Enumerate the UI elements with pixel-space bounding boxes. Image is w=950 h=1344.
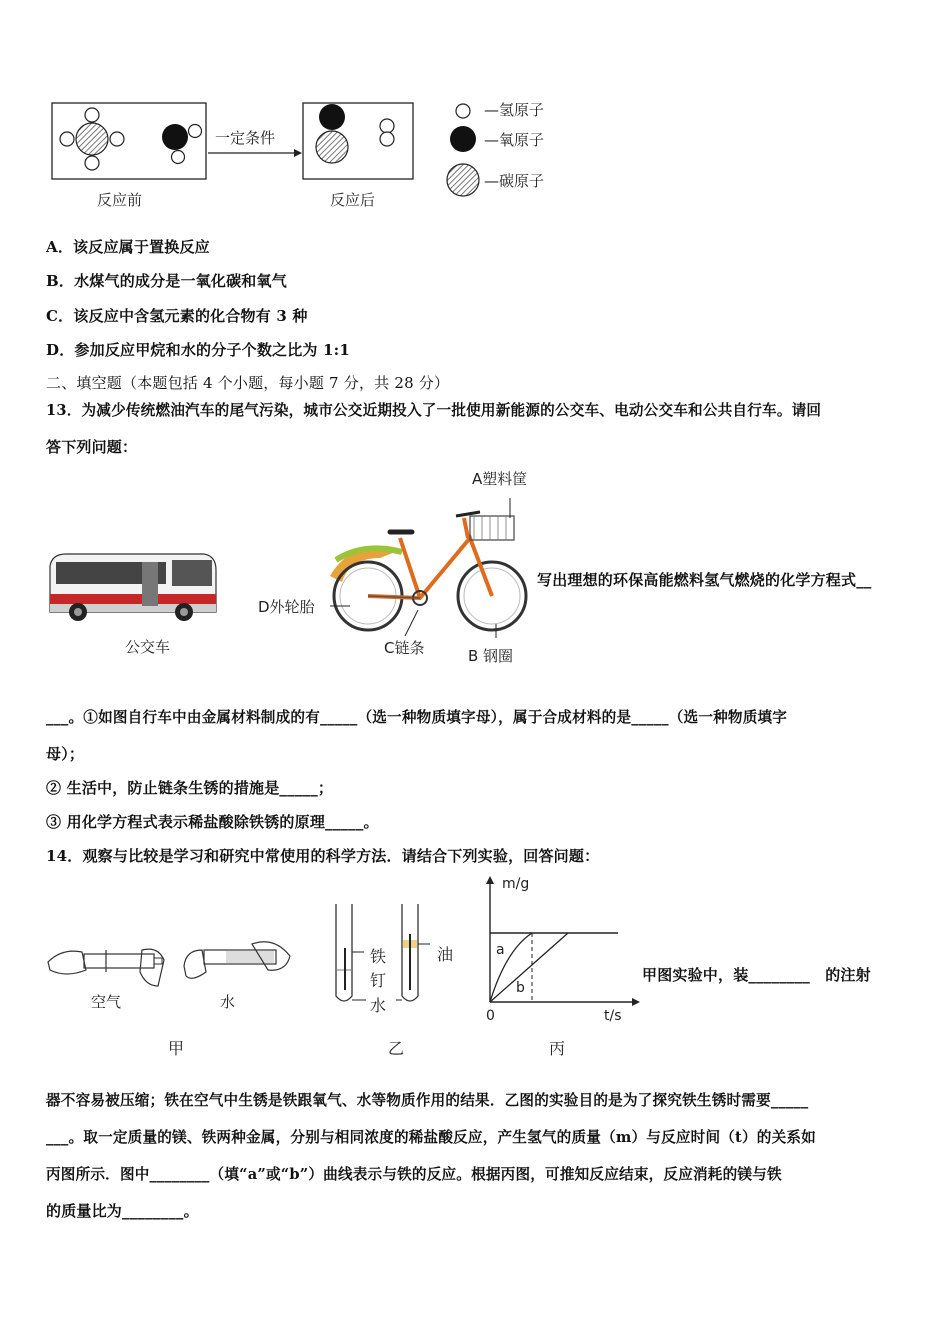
option-c — [46, 305, 308, 326]
yi-label: 乙 — [388, 1039, 405, 1058]
iron-label: 铁 — [370, 947, 387, 966]
chain-label: C链条 — [384, 639, 425, 657]
bus-illustration — [44, 548, 220, 628]
option-letter: D． — [46, 341, 75, 359]
leader-lines-graphic — [320, 498, 534, 638]
section-heading: 二、填空题（本题包括 4 个小题，每小题 7 分，共 28 分） — [46, 374, 450, 392]
before-label: 反应前 — [97, 191, 143, 209]
tire-label: D外轮胎 — [258, 598, 315, 616]
jia-label: 甲 — [168, 1039, 185, 1058]
bus-graphic — [44, 548, 220, 628]
air-label: 空气 — [91, 993, 122, 1011]
basket-label: A塑料筐 — [472, 470, 528, 488]
oil-label: 油 — [437, 945, 454, 964]
option-letter: A． — [46, 238, 74, 256]
graph-y-axis-label: m/g — [502, 876, 530, 892]
option-letter: C． — [46, 307, 74, 325]
q13-line1: 13．为减少传统燃油汽车的尾气污染，城市公交近期投入了一批使用新能源的公交车、电动公交车和公共自行车。请回 — [46, 402, 822, 419]
q13-line3: ___。①如图自行车中由金属材料制成的有_____（选一种物质填字母），属于合成材料的是_____（选一种物质填字 — [46, 709, 788, 726]
q14-line3: ___。取一定质量的镁、铁两种金属，分别与相同浓度的稀盐酸反应，产生氢气的质量（m）与反应时间（t）的关系如 — [46, 1129, 816, 1146]
q13-side-text: 写出理想的环保高能燃料氢气燃烧的化学方程式__ — [537, 571, 872, 589]
q14-side-text: 甲图实验中，装________ 的注射 — [642, 966, 871, 984]
water-tube-label: 水 — [370, 996, 387, 1015]
option-text: 该反应中含氢元素的化合物有 3 种 — [73, 307, 308, 325]
q13-line5: ② 生活中，防止链条生锈的措施是_____； — [46, 779, 334, 797]
option-a — [46, 236, 210, 257]
bing-label: 丙 — [549, 1039, 566, 1058]
syringe-graphic — [46, 926, 306, 1006]
rim-label: B 钢圈 — [468, 647, 514, 665]
option-b — [46, 270, 287, 291]
q14-line4: 丙图所示．图中________（填“a”或“b”）曲线表示与铁的反应。根据丙图，可推知反应结束，反应消耗的镁与铁 — [46, 1166, 782, 1183]
q13-line2: 答下列问题： — [46, 438, 138, 456]
reaction-diagram — [40, 95, 600, 215]
legend-hydrogen: —氢原子 — [484, 101, 545, 119]
option-d — [46, 339, 350, 360]
option-text: 该反应属于置换反应 — [73, 238, 210, 256]
q14-line2: 器不容易被压缩；铁在空气中生锈是铁跟氧气、水等物质作用的结果．乙图的实验目的是为了探究铁生锈时需要_____ — [46, 1092, 809, 1109]
after-label: 反应后 — [330, 191, 376, 209]
q13-line4: 母）； — [46, 745, 85, 763]
option-text: 水煤气的成分是一氧化碳和氧气 — [74, 272, 287, 290]
bus-label: 公交车 — [125, 638, 171, 656]
graph-origin-label: 0 — [486, 1008, 495, 1024]
q13-line6: ③ 用化学方程式表示稀盐酸除铁锈的原理_____。 — [46, 813, 379, 831]
legend-oxygen: —氧原子 — [484, 131, 545, 149]
q14-line5: 的质量比为________。 — [46, 1202, 199, 1220]
reaction-condition: 一定条件 — [215, 129, 276, 147]
curve-b-label: b — [516, 980, 525, 996]
legend-carbon: —碳原子 — [484, 172, 545, 190]
option-letter: B． — [46, 272, 75, 290]
graph-x-axis-label: t/s — [604, 1008, 622, 1024]
syringe-experiment — [46, 926, 306, 1006]
bicycle-leader-lines — [320, 498, 534, 638]
hydrogen-mass-graph — [470, 870, 640, 1030]
nail-label: 钉 — [370, 971, 387, 990]
water-label: 水 — [220, 993, 236, 1011]
option-text: 参加反应甲烷和水的分子个数之比为 1:1 — [74, 341, 351, 359]
q14-line1: 14．观察与比较是学习和研究中常使用的科学方法．请结合下列实验，回答问题： — [46, 847, 600, 865]
curve-a-label: a — [496, 942, 505, 958]
